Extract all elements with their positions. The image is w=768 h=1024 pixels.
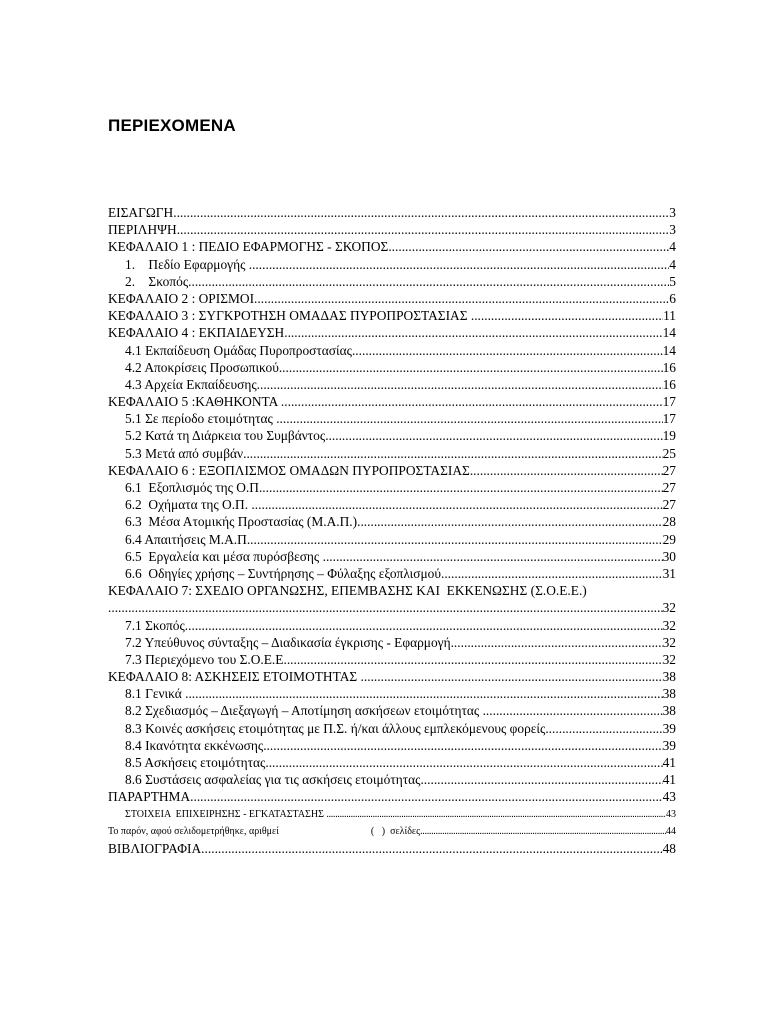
toc-entry-page: 43 [666, 808, 676, 820]
toc-leader-dots [323, 548, 663, 565]
toc-entry-page: 19 [662, 428, 676, 444]
toc-entry-pages-count: ( ) σελίδες [370, 825, 421, 837]
toc-leader-dots [263, 737, 662, 754]
toc-entry[interactable] [108, 445, 676, 462]
toc-leader-dots [361, 668, 663, 685]
toc-entry-title: 8.5 Ασκήσεις ετοιμότητας [125, 755, 266, 770]
toc-entry[interactable] [108, 410, 676, 427]
toc-entry-title: 4.2 Αποκρίσεις Προσωπικού [125, 359, 279, 375]
toc-entry-page: 6 [669, 290, 676, 306]
toc-leader-dots [243, 445, 663, 462]
toc-entry-title: 1. Πεδίο Εφαρμογής [125, 256, 249, 272]
toc-entry-title: 4.1 Εκπαίδευση Ομάδας Πυροπροστασίας [125, 342, 352, 358]
toc-entry-page: 16 [662, 359, 676, 375]
toc-entry-page: 5 [669, 273, 676, 289]
toc-entry-page: 38 [662, 669, 676, 685]
toc-entry-page: 39 [662, 720, 676, 736]
toc-entry-title: 8.4 Ικανότητα εκκένωσης [125, 737, 264, 753]
toc-leader-dots [441, 565, 663, 582]
toc-entry-title: 5.1 Σε περίοδο ετοιμότητας [125, 411, 277, 427]
toc-entry[interactable] [108, 256, 676, 273]
toc-entry[interactable] [108, 324, 676, 341]
toc-entry-page: 17 [662, 394, 676, 410]
toc-entry[interactable] [108, 668, 676, 685]
toc-leader-dots [108, 599, 663, 616]
toc-entry[interactable] [108, 582, 676, 599]
toc-entry-page: 27 [662, 480, 676, 495]
toc-entry-page: 39 [662, 737, 676, 753]
toc-entry[interactable] [108, 806, 676, 823]
toc-entry[interactable] [108, 720, 676, 737]
toc-entry-title: ΠΕΡΙΛΗΨΗ [108, 222, 177, 238]
toc-entry-page: 11 [663, 308, 676, 324]
toc-entry-title: ΕΙΣΑΓΩΓΗ [108, 205, 174, 220]
toc-leader-dots [471, 307, 663, 324]
toc-leader-dots [325, 427, 662, 444]
toc-entry-title: ΚΕΦΑΛΑΙΟ 6 : ΕΞΟΠΛΙΣΜΟΣ ΟΜΑΔΩΝ ΠΥΡΟΠΡΟΣΤΑΣΙΑΣ [108, 462, 470, 478]
toc-entry-page: 3 [669, 205, 676, 220]
toc-entry-title: 6.2 Οχήματα της Ο.Π. [125, 497, 252, 513]
toc-leader-dots [185, 685, 663, 702]
toc-entry[interactable] [108, 565, 676, 582]
toc-entry-page: 38 [662, 703, 676, 719]
toc-entry-title: 6.6 Οδηγίες χρήσης – Συντήρησης – Φύλαξης εξοπλισμού [125, 565, 441, 581]
toc-leader-dots [388, 238, 669, 255]
toc-entry-title: Το παρόν, αφού σελιδομετρήθηκε, αριθμεί [108, 825, 279, 837]
toc-entry-title: 7.2 Υπεύθυνος σύνταξης – Διαδικασία έγκρισης - Εφαρμογή [125, 634, 451, 650]
toc-leader-dots [326, 806, 666, 823]
toc-entry-page: 27 [662, 497, 676, 513]
toc-entry-title: 8.2 Σχεδιασμός – Διεξαγωγή – Αποτίμηση ασκήσεων ετοιμότητας [125, 703, 483, 719]
toc-entry[interactable] [108, 531, 676, 548]
toc-entry-continuation[interactable] [108, 599, 676, 616]
toc-leader-dots [281, 393, 663, 410]
toc-entry-title: 8.1 Γενικά [125, 686, 186, 702]
toc-entry-page: 32 [662, 600, 676, 616]
toc-leader-dots [451, 634, 663, 651]
toc-entry[interactable] [108, 513, 676, 530]
toc-leader-dots [470, 462, 663, 479]
toc-entry[interactable] [108, 737, 676, 754]
toc-entry[interactable] [108, 204, 676, 221]
toc-entry[interactable] [108, 823, 676, 840]
toc-entry-page: 16 [662, 376, 676, 392]
toc-entry-page: 31 [662, 565, 676, 581]
toc-entry[interactable] [108, 342, 676, 359]
toc-leader-dots [287, 651, 663, 668]
toc-leader-dots [545, 720, 662, 737]
toc-entry-page: 17 [662, 411, 676, 427]
toc-entry-title: 5.3 Μετά από συμβάν [125, 445, 244, 461]
toc-leader-dots [420, 771, 662, 788]
toc-entry[interactable] [108, 634, 676, 651]
toc-entry-title: ΒΙΒΛΙΟΓΡΑΦΙΑ [108, 840, 202, 856]
toc-entry[interactable] [108, 685, 676, 702]
toc-entry[interactable] [108, 307, 676, 324]
toc-entry[interactable] [108, 393, 676, 410]
toc-entry-title: 8.6 Συστάσεις ασφαλείας για τις ασκήσεις ετοιμότητας [125, 772, 421, 788]
toc-leader-dots [257, 376, 663, 393]
toc-entry[interactable] [108, 548, 676, 565]
toc-entry-page: 32 [662, 617, 676, 633]
toc-leader-dots [190, 788, 662, 805]
table-of-contents [108, 204, 676, 857]
toc-entry[interactable] [108, 788, 676, 805]
toc-entry[interactable] [108, 376, 676, 393]
toc-entry-title: 7.3 Περιεχόμενο του Σ.Ο.Ε.Ε. [125, 651, 287, 667]
toc-entry-title: ΚΕΦΑΛΑΙΟ 1 : ΠΕΔΙΟ ΕΦΑΡΜΟΓΗΣ - ΣΚΟΠΟΣ [108, 239, 389, 255]
toc-leader-dots [279, 359, 663, 376]
toc-entry-title: 2. Σκοπός [125, 273, 189, 289]
toc-leader-dots [177, 221, 670, 238]
toc-leader-dots [352, 342, 663, 359]
toc-entry[interactable] [108, 479, 676, 496]
toc-entry-page: 43 [662, 789, 676, 805]
toc-entry-page: 4 [669, 239, 676, 255]
toc-entry[interactable] [108, 496, 676, 513]
toc-entry[interactable] [108, 651, 676, 668]
page-title: ΠΕΡΙΕΧΟΜΕΝΑ [108, 116, 236, 135]
toc-leader-dots [173, 204, 669, 221]
toc-leader-dots [188, 273, 669, 290]
toc-entry[interactable] [108, 754, 676, 771]
toc-entry-page: 4 [669, 256, 676, 272]
toc-leader-dots [276, 410, 662, 427]
toc-entry-page: 29 [662, 531, 676, 547]
toc-entry-page: 32 [662, 634, 676, 650]
toc-entry-page: 27 [662, 462, 676, 478]
toc-entry-title: 6.1 Εξοπλισμός της Ο.Π. [125, 480, 263, 495]
toc-leader-dots [357, 513, 663, 530]
toc-entry[interactable] [108, 771, 676, 788]
toc-entry[interactable] [108, 359, 676, 376]
toc-entry-title: 6.4 Απαιτήσεις Μ.Α.Π. [125, 531, 251, 547]
toc-entry-page: 14 [662, 325, 676, 341]
toc-entry-title: 6.5 Εργαλεία και μέσα πυρόσβεσης [125, 548, 323, 564]
toc-entry[interactable] [108, 617, 676, 634]
toc-entry-page: 30 [662, 548, 676, 564]
toc-entry-page: 41 [662, 755, 676, 770]
toc-entry-page: 32 [662, 651, 676, 667]
toc-leader-dots [284, 324, 662, 341]
toc-entry-page: 25 [662, 445, 676, 461]
toc-leader-dots [254, 290, 669, 307]
toc-leader-dots [420, 823, 666, 840]
toc-entry-title: ΚΕΦΑΛΑΙΟ 8: ΑΣΚΗΣΕΙΣ ΕΤΟΙΜΟΤΗΤΑΣ [108, 669, 361, 685]
toc-entry-title: ΣΤΟΙΧΕΙΑ ΕΠΙΧΕΙΡΗΣΗΣ - ΕΓΚΑΤΑΣΤΑΣΗΣ [125, 808, 327, 820]
toc-entry-page: 3 [669, 222, 676, 238]
toc-entry-page: 48 [662, 840, 676, 856]
toc-entry-title: 8.3 Κοινές ασκήσεις ετοιμότητας με Π.Σ. ή/και άλλους εμπλεκόμενους φορείς [125, 720, 546, 736]
toc-entry-page: 44 [666, 825, 676, 837]
toc-entry-page: 38 [662, 686, 676, 702]
toc-leader-dots [262, 479, 662, 496]
toc-entry[interactable] [108, 427, 676, 444]
toc-entry[interactable] [108, 221, 676, 238]
toc-entry-title: ΚΕΦΑΛΑΙΟ 5 :ΚΑΘΗΚΟΝΤΑ [108, 394, 281, 410]
toc-entry[interactable] [108, 290, 676, 307]
toc-leader-dots [483, 702, 663, 719]
toc-leader-dots [185, 617, 663, 634]
toc-entry[interactable] [108, 702, 676, 719]
toc-leader-dots [249, 256, 670, 273]
toc-entry-page: 28 [662, 514, 676, 530]
toc-entry-title: ΚΕΦΑΛΑΙΟ 3 : ΣΥΓΚΡΟΤΗΣΗ ΟΜΑΔΑΣ ΠΥΡΟΠΡΟΣΤΑΣΙΑΣ [108, 308, 471, 324]
toc-entry-title: 5.2 Κατά τη Διάρκεια του Συμβάντος [125, 428, 326, 444]
toc-entry-title: 4.3 Αρχεία Εκπαίδευσης [125, 376, 257, 392]
toc-leader-dots [250, 531, 662, 548]
toc-leader-dots [201, 840, 662, 857]
toc-entry[interactable] [108, 273, 676, 290]
toc-entry-title: 6.3 Μέσα Ατομικής Προστασίας (Μ.Α.Π.) [125, 514, 358, 530]
toc-entry[interactable] [108, 840, 676, 857]
toc-entry-title: ΚΕΦΑΛΑΙΟ 4 : ΕΚΠΑΙΔΕΥΣΗ [108, 325, 285, 341]
toc-entry-title: ΚΕΦΑΛΑΙΟ 7: ΣΧΕΔΙΟ ΟΡΓΑΝΩΣΗΣ, ΕΠΕΜΒΑΣΗΣ ΚΑΙ ΕΚΚΕΝΩΣΗΣ (Σ.Ο.Ε.Ε.) [108, 583, 587, 599]
toc-entry[interactable] [108, 238, 676, 255]
toc-leader-dots [265, 754, 662, 771]
toc-leader-dots [251, 496, 662, 513]
toc-entry-page: 41 [662, 772, 676, 788]
toc-entry[interactable] [108, 462, 676, 479]
toc-entry-page: 14 [662, 342, 676, 358]
toc-entry-title: ΚΕΦΑΛΑΙΟ 2 : ΟΡΙΣΜΟΙ [108, 290, 255, 306]
toc-entry-title: ΠΑΡΑΡΤΗΜΑ [108, 789, 191, 805]
toc-entry-title: 7.1 Σκοπός [125, 617, 185, 633]
